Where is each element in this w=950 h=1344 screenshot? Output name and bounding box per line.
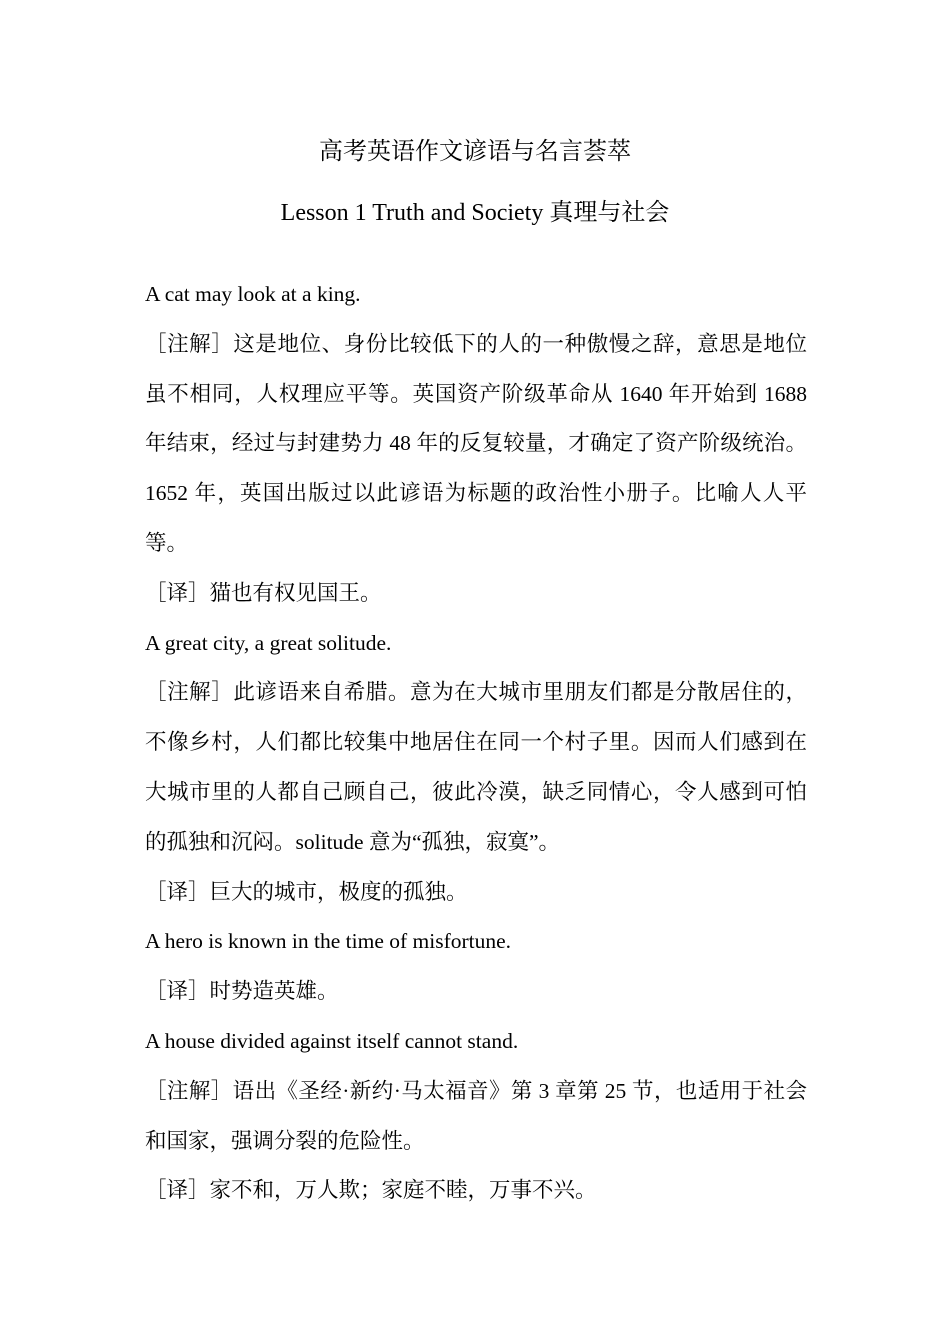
translation-1: ［译］猫也有权见国王。 <box>145 580 382 605</box>
document-title: 高考英语作文谚语与名言荟萃 <box>319 139 631 165</box>
proverb-4: A house divided against itself cannot stand. <box>145 1028 519 1053</box>
annotation-4: ［注解］语出《圣经·新约·马太福音》第 3 章第 25 节，也适用于社会和国家，强调分裂的危险性。 <box>145 1078 807 1153</box>
translation-3: ［译］时势造英雄。 <box>145 979 339 1004</box>
lesson-title: Lesson 1 Truth and Society 真理与社会 <box>280 200 670 226</box>
proverb-1: A cat may look at a king. <box>145 282 361 306</box>
annotation-1: ［注解］这是地位、身份比较低下的人的一种傲慢之辞，意思是地位虽不相同，人权理应平等。英国资产阶级革命从 1640 年开始到 1688 年结束，经过与封建势力 48 年的反复较量，才确定了资产阶级统治。1652 年，英国出版过以此谚语为标题的政治性小册子。比喻人人平等。 <box>145 331 807 555</box>
proverb-2: A great city, a great solitude. <box>145 630 392 655</box>
translation-4: ［译］家不和，万人欺；家庭不睦，万事不兴。 <box>145 1178 597 1203</box>
annotation-2: ［注解］此谚语来自希腊。意为在大城市里朋友们都是分散居住的，不像乡村，人们都比较集中地居住在同一个村子里。因而人们感到在大城市里的人都自己顾自己，彼此冷漠，缺乏同情心，令人感到可怕的孤独和沉闷。solitude 意为“孤独，寂寞”。 <box>145 680 807 854</box>
proverb-3: A hero is known in the time of misfortune. <box>145 929 512 954</box>
document-body <box>145 270 807 1216</box>
translation-2: ［译］巨大的城市，极度的孤独。 <box>145 879 468 904</box>
